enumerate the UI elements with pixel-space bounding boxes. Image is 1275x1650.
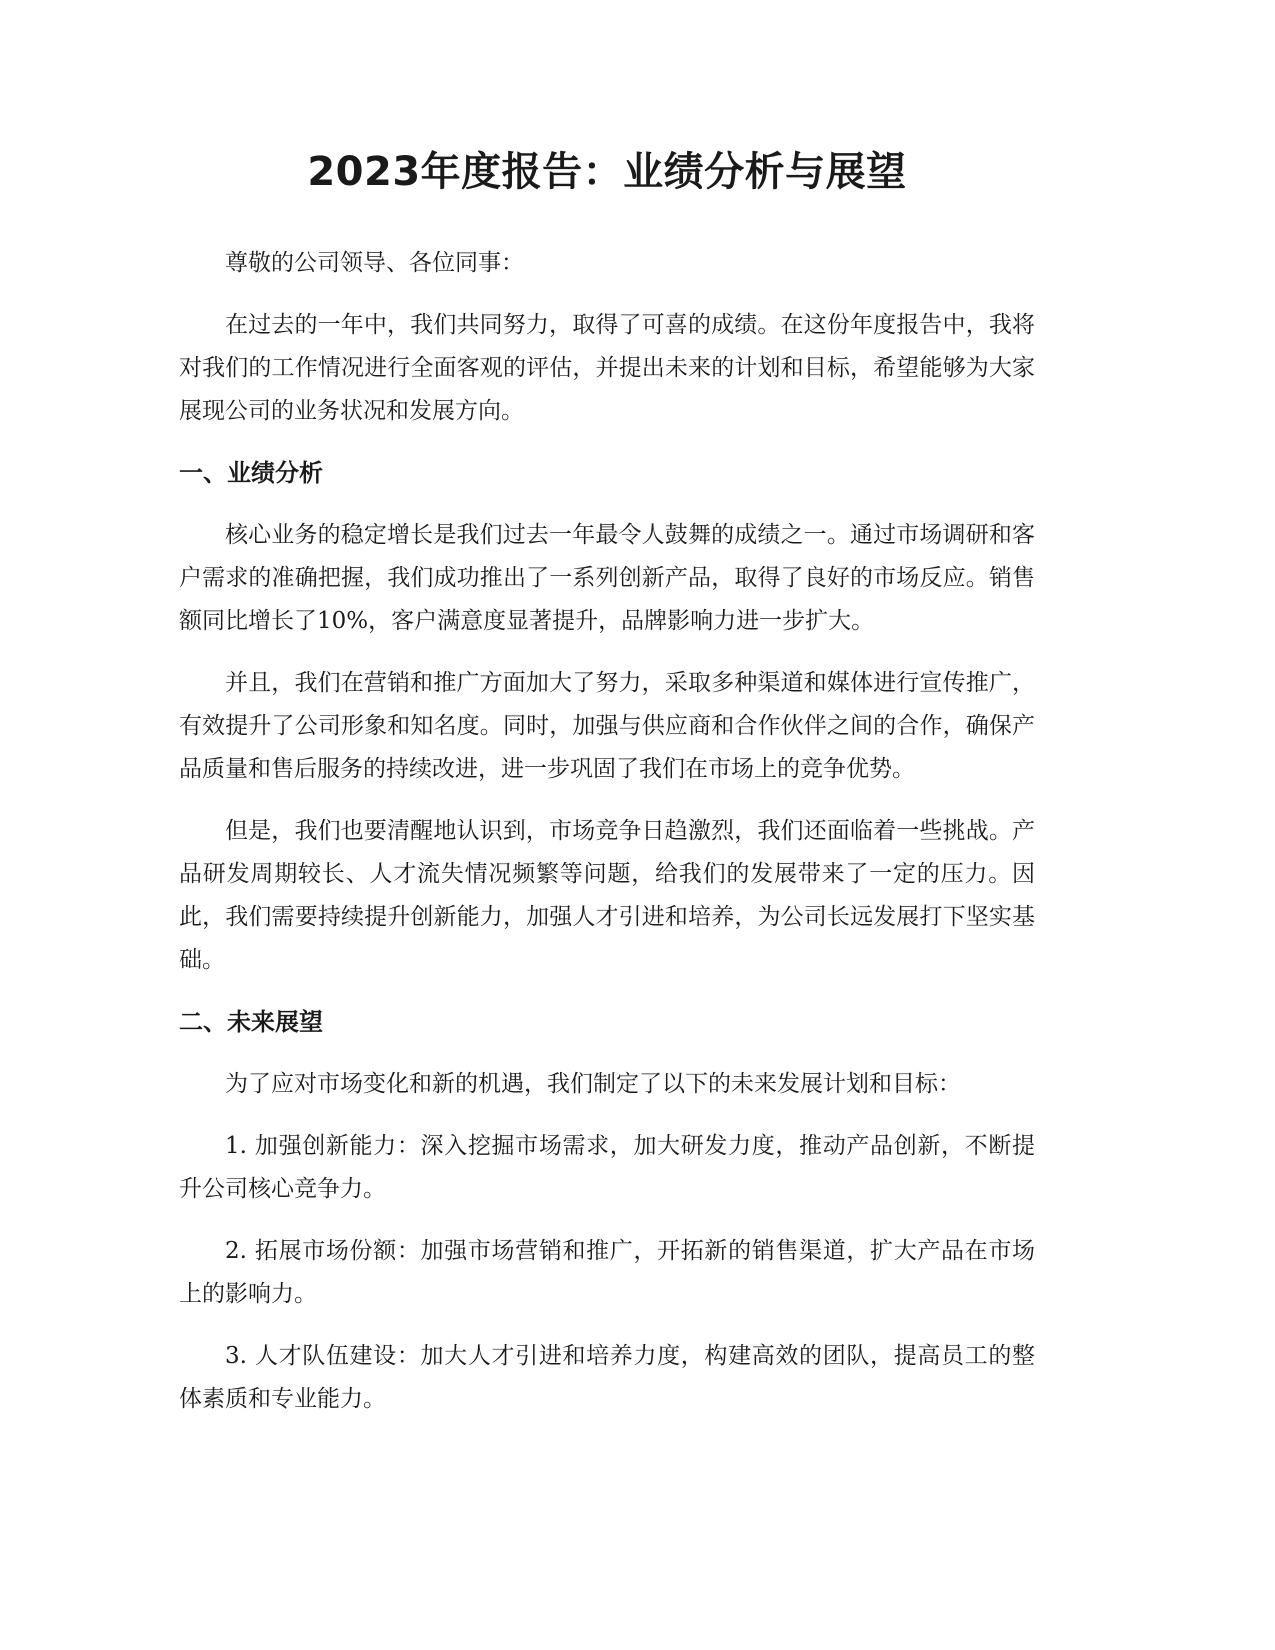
performance-paragraph: 但是，我们也要清醒地认识到，市场竞争日趋激烈，我们还面临着一些挑战。产品研发周期较长、人才流失情况频繁等问题，给我们的发展带来了一定的压力。因此，我们需要持续提升创新能力，加强人才引进和培养，为公司长远发展打下坚实基础。	[179, 818, 1035, 973]
outlook-intro-paragraph: 为了应对市场变化和新的机遇，我们制定了以下的未来发展计划和目标：	[225, 1071, 961, 1097]
section-heading-performance: 一、业绩分析	[179, 459, 323, 487]
outlook-list-item: 3. 人才队伍建设：加大人才引进和培养力度，构建高效的团队，提高员工的整体素质和专业能力。	[179, 1343, 1035, 1412]
outlook-list-item: 1. 加强创新能力：深入挖掘市场需求，加大研发力度，推动产品创新，不断提升公司核心竞争力。	[179, 1133, 1035, 1202]
performance-paragraph: 核心业务的稳定增长是我们过去一年最令人鼓舞的成绩之一。通过市场调研和客户需求的准确把握，我们成功推出了一系列创新产品，取得了良好的市场反应。销售额同比增长了10%，客户满意度显著提升，品牌影响力进一步扩大。	[179, 522, 1035, 634]
greeting-paragraph: 尊敬的公司领导、各位同事：	[225, 250, 524, 276]
section-heading-outlook: 二、未来展望	[179, 1008, 323, 1036]
document-page	[179, 140, 1035, 1440]
document-title: 2023年度报告：业绩分析与展望	[307, 149, 907, 195]
outlook-list-item: 2. 拓展市场份额：加强市场营销和推广，开拓新的销售渠道，扩大产品在市场上的影响力。	[179, 1238, 1035, 1307]
intro-paragraph: 在过去的一年中，我们共同努力，取得了可喜的成绩。在这份年度报告中，我将对我们的工作情况进行全面客观的评估，并提出未来的计划和目标，希望能够为大家展现公司的业务状况和发展方向。	[179, 312, 1035, 424]
performance-paragraph: 并且，我们在营销和推广方面加大了努力，采取多种渠道和媒体进行宣传推广，有效提升了公司形象和知名度。同时，加强与供应商和合作伙伴之间的合作，确保产品质量和售后服务的持续改进，进一步巩固了我们在市场上的竞争优势。	[179, 670, 1035, 782]
